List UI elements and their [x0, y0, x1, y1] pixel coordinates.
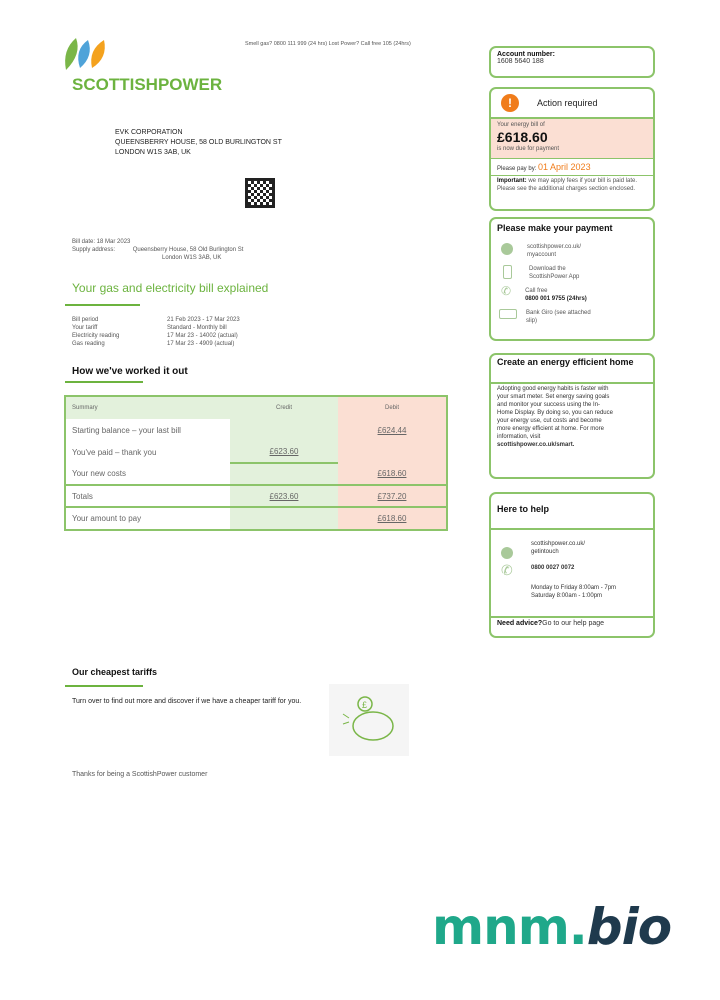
qr-code	[245, 178, 275, 208]
logo	[62, 36, 222, 95]
address-line: EVK CORPORATION	[115, 129, 183, 136]
piggy-bank-icon	[329, 684, 409, 756]
pay-by-label: Please pay by:	[497, 166, 537, 172]
bill-info	[72, 238, 243, 262]
worked-title: How we've worked it out	[72, 366, 188, 377]
due-text: is now due for payment	[497, 146, 560, 152]
brand-name: SCOTTISHPOWER	[72, 75, 223, 94]
debit-cell: £737.20	[338, 485, 446, 507]
explained-title: Your gas and electricity bill explained	[72, 281, 269, 295]
action-box	[489, 87, 655, 211]
logo-leaves-icon	[62, 36, 112, 72]
supply-line: London W1S 3AB, UK	[162, 255, 222, 261]
efficient-box	[489, 353, 655, 479]
table-row	[66, 419, 446, 441]
amount-due: £618.60	[497, 129, 548, 145]
table-row	[66, 441, 446, 463]
payment-title: Please make your payment	[497, 223, 613, 233]
header-credit: Credit	[230, 397, 338, 419]
action-title: Action required	[537, 98, 598, 108]
call-icon: ✆	[501, 562, 513, 578]
thanks-text: Thanks for being a ScottishPower customer	[72, 771, 208, 778]
summary-table	[64, 395, 448, 531]
credit-cell	[230, 507, 338, 529]
help-hours: Monday to Friday 8:00am - 7pm	[531, 585, 617, 591]
debit-cell: £618.60	[338, 463, 446, 485]
supply-address	[72, 246, 243, 254]
debit-cell: £618.60	[338, 507, 446, 529]
watermark-bio: bio	[586, 898, 672, 956]
tariffs-body: Turn over to find out more and discover if we have a cheaper tariff for you.	[72, 698, 302, 705]
credit-cell: £623.60	[230, 485, 338, 507]
detail-label: Gas reading	[72, 341, 105, 347]
payment-call-label: Call free	[525, 288, 548, 294]
row-label: You've paid – thank you	[72, 447, 157, 457]
efficient-link[interactable]: scottishpower.co.uk/smart.	[497, 442, 575, 448]
row-label: Your amount to pay	[72, 514, 142, 523]
important-label: Important:	[497, 178, 527, 184]
pay-by-date: 01 April 2023	[538, 162, 591, 172]
address-line: LONDON W1S 3AB, UK	[115, 149, 191, 156]
efficient-body: Adopting good energy habits is faster with your smart meter. Set energy saving goals and monitor your success using the In-Home Display. By doing so, you can reduce your energy use, cut costs and become more energy efficient at home. For more information, visit	[497, 386, 613, 440]
table-row	[66, 463, 446, 485]
detail-value: 21 Feb 2023 - 17 Mar 2023	[167, 317, 240, 323]
detail-value: 17 Mar 23 - 4909 (actual)	[167, 341, 235, 347]
table-row	[66, 507, 446, 529]
header-debit: Debit	[338, 397, 446, 419]
tariffs-title: Our cheapest tariffs	[72, 667, 158, 677]
svg-text:£: £	[362, 700, 368, 710]
row-label: Starting balance – your last bill	[72, 425, 181, 435]
payment-app: Download the ScottishPower App	[529, 266, 580, 280]
bill-details	[72, 316, 272, 348]
phone-icon	[503, 265, 512, 279]
payment-giro: Bank Giro (see attached slip)	[526, 310, 591, 324]
help-phone: 0800 0027 0072	[531, 565, 575, 571]
payment-box	[489, 217, 655, 341]
help-page-link[interactable]: Go to our help page	[542, 620, 605, 627]
credit-cell: £623.60	[230, 441, 338, 463]
detail-label: Bill period	[72, 317, 99, 323]
debit-cell: £624.44	[338, 419, 446, 441]
divider	[65, 381, 143, 383]
bill-label: Your energy bill of	[497, 122, 545, 128]
debit-cell	[338, 441, 446, 463]
efficient-title: Create an energy efficient home	[491, 355, 653, 384]
account-box	[489, 46, 655, 78]
detail-label: Electricity reading	[72, 333, 120, 339]
recipient-address	[115, 128, 282, 158]
watermark	[432, 898, 671, 956]
header-summary: Summary	[66, 397, 230, 419]
divider	[65, 304, 140, 306]
warning-icon: !	[501, 94, 519, 112]
credit-cell	[230, 463, 338, 485]
account-number: 1608 5640 188	[497, 58, 544, 65]
help-web[interactable]: scottishpower.co.uk/ getintouch	[531, 541, 586, 555]
advice-label: Need advice?	[497, 620, 543, 627]
emergency-contact: Smell gas? 0800 111 999 (24 hrs) Lost Power? Call free 105 (24hrs)	[245, 41, 411, 47]
globe-icon	[501, 243, 513, 255]
help-hours: Saturday 8:00am - 1:00pm	[531, 593, 603, 599]
help-title: Here to help	[491, 494, 653, 530]
payment-phone: 0800 001 9755 (24hrs)	[525, 296, 587, 302]
help-box	[489, 492, 655, 638]
supply-label: Supply address:	[72, 247, 116, 253]
call-icon: ✆	[501, 284, 512, 298]
account-label: Account number:	[497, 51, 555, 58]
detail-value: 17 Mar 23 - 14002 (actual)	[167, 333, 238, 339]
address-line: QUEENSBERRY HOUSE, 58 OLD BURLINGTON ST	[115, 139, 282, 146]
divider	[65, 685, 143, 687]
bill-date: Bill date: 18 Mar 2023	[72, 239, 131, 245]
card-icon	[499, 309, 517, 319]
row-label: Totals	[72, 491, 93, 501]
watermark-mnm: mnm.	[432, 898, 587, 956]
table-row	[66, 485, 446, 507]
globe-icon	[501, 547, 513, 559]
row-label: Your new costs	[72, 469, 126, 478]
detail-label: Your tariff	[72, 325, 98, 331]
detail-value: Standard - Monthly bill	[167, 325, 227, 331]
important-text: we may apply fees if your bill is paid late. Please see the additional charges section enclosed.	[497, 178, 638, 192]
credit-cell	[230, 419, 338, 441]
payment-web[interactable]: scottishpower.co.uk/ myaccount	[527, 244, 582, 258]
supply-line: Queensberry House, 58 Old Burlington St	[132, 247, 244, 253]
